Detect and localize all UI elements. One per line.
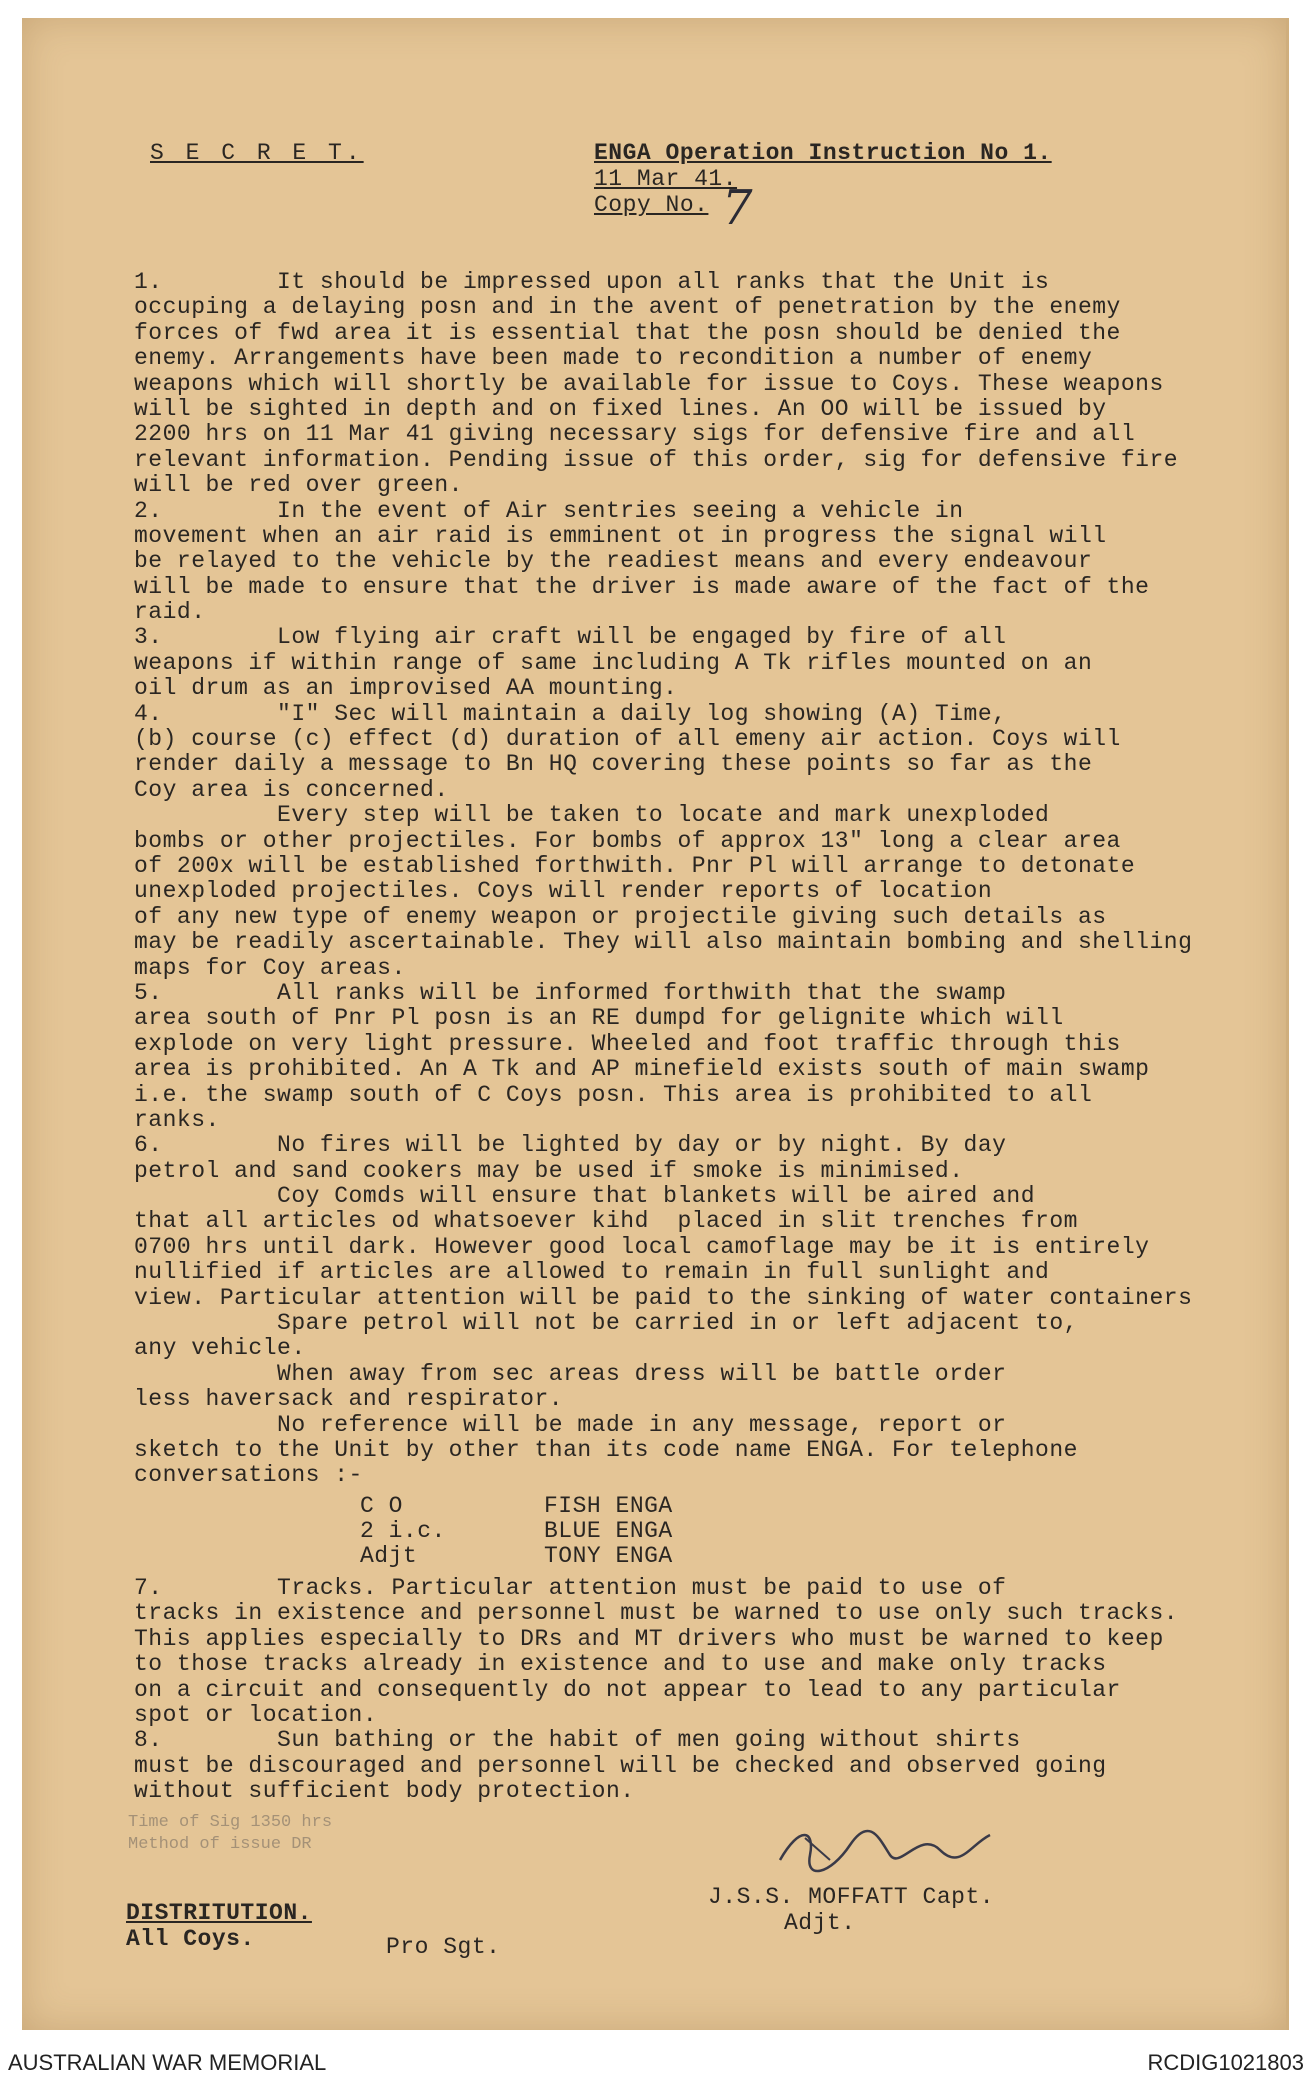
body-line: When away from sec areas dress will be battle order: [134, 1360, 1007, 1387]
code-name-row: [360, 1494, 673, 1519]
body-line: weapons which will shortly be available for issue to Coys. These weapons: [134, 370, 1164, 397]
body-line: tracks in existence and personnel must be warned to use only such tracks.: [134, 1600, 1179, 1627]
footer-record-id: RCDIG1021803: [1147, 2050, 1304, 2075]
body-line: on a circuit and consequently do not appear to lead to any particular: [134, 1676, 1121, 1703]
signatory-name: J.S.S. MOFFATT Capt.: [708, 1884, 995, 1910]
code-role: Adjt: [360, 1543, 418, 1569]
body-line: nullified if articles are allowed to remain in full sunlight and: [134, 1259, 1050, 1286]
body-line: 3. Low flying air craft will be engaged by fire of all: [134, 624, 1007, 651]
document-date: 11 Mar 41.: [594, 166, 738, 192]
distribution-heading: DISTRITUTION.: [126, 1900, 312, 1926]
body-line: forces of fwd area it is essential that the posn should be denied the: [134, 319, 1121, 346]
body-line: movement when an air raid is emminent ot in progress the signal will: [134, 522, 1107, 549]
body-line: i.e. the swamp south of C Coys posn. This area is prohibited to all: [134, 1081, 1093, 1108]
body-line: explode on very light pressure. Wheeled and foot traffic through this: [134, 1030, 1121, 1057]
archive-footer: [0, 2040, 1314, 2082]
body-line: 4. "I" Sec will maintain a daily log showing (A) Time,: [134, 700, 1007, 727]
body-line: bombs or other projectiles. For bombs of approx 13" long a clear area: [134, 827, 1121, 854]
code-name-row: [360, 1544, 673, 1569]
code-names-list: [360, 1494, 673, 1569]
body-line: Spare petrol will not be carried in or left adjacent to,: [134, 1310, 1078, 1337]
body-line: Coy area is concerned.: [134, 776, 449, 803]
body-line: raid.: [134, 599, 206, 626]
stamp-line: Time of Sig 1350 hrs: [128, 1813, 333, 1832]
body-line: relevant information. Pending issue of this order, sig for defensive fire: [134, 446, 1179, 473]
body-line: less haversack and respirator.: [134, 1386, 564, 1413]
body-line: of any new type of enemy weapon or projectile giving such details as: [134, 903, 1107, 930]
copy-label: Copy No.: [594, 192, 709, 218]
body-line: to those tracks already in existence and to use and make only tracks: [134, 1651, 1107, 1678]
body-line: of 200x will be established forthwith. Pnr Pl will arrange to detonate: [134, 852, 1136, 879]
signatory-title: Adjt.: [784, 1910, 856, 1936]
body-line: may be readily ascertainable. They will also maintain bombing and shelling: [134, 929, 1193, 956]
body-line: any vehicle.: [134, 1335, 306, 1362]
distribution-recipients: All Coys.: [126, 1926, 255, 1952]
body-line: be relayed to the vehicle by the readiest means and every endeavour: [134, 548, 1093, 575]
instruction-body-continued: [134, 1576, 1178, 1805]
code-role: C O: [360, 1493, 403, 1519]
body-line: without sufficient body protection.: [134, 1778, 635, 1805]
body-line: 5. All ranks will be informed forthwith that the swamp: [134, 979, 1007, 1006]
classification-label: S E C R E T.: [150, 140, 364, 166]
body-line: Every step will be taken to locate and mark unexploded: [134, 802, 1050, 829]
body-line: Coy Comds will ensure that blankets will be aired and: [134, 1183, 1036, 1210]
body-line: No reference will be made in any message, report or: [134, 1411, 1007, 1438]
body-line: (b) course (c) effect (d) duration of all emeny air action. Coys will: [134, 726, 1121, 753]
body-line: 0700 hrs until dark. However good local camoflage may be it is entirely: [134, 1233, 1150, 1260]
body-line: 6. No fires will be lighted by day or by night. By day: [134, 1132, 1007, 1159]
body-line: maps for Coy areas.: [134, 954, 406, 981]
body-line: must be discouraged and personnel will be checked and observed going: [134, 1752, 1107, 1779]
body-line: 1. It should be impressed upon all ranks that the Unit is: [134, 269, 1050, 295]
issue-stamp: [128, 1812, 332, 1856]
body-line: This applies especially to DRs and MT drivers who must be warned to keep: [134, 1625, 1164, 1652]
body-line: ranks.: [134, 1106, 220, 1133]
body-line: will be sighted in depth and on fixed lines. An OO will be issued by: [134, 395, 1107, 422]
code-name: FISH ENGA: [544, 1493, 673, 1519]
body-line: 8. Sun bathing or the habit of men going without shirts: [134, 1727, 1021, 1754]
body-line: 7. Tracks. Particular attention must be paid to use of: [134, 1575, 1007, 1601]
instruction-body: [134, 270, 1274, 1489]
body-line: enemy. Arrangements have been made to recondition a number of enemy: [134, 345, 1093, 372]
document-title: ENGA Operation Instruction No 1.: [594, 140, 1052, 166]
body-line: 2200 hrs on 11 Mar 41 giving necessary sigs for defensive fire and all: [134, 421, 1136, 448]
footer-institution: AUSTRALIAN WAR MEMORIAL: [8, 2050, 327, 2075]
body-line: sketch to the Unit by other than its code name ENGA. For telephone: [134, 1436, 1078, 1463]
distribution-extra: Pro Sgt.: [386, 1934, 501, 1960]
body-line: conversations :-: [134, 1462, 363, 1489]
code-name: TONY ENGA: [544, 1543, 673, 1569]
code-name: BLUE ENGA: [544, 1518, 673, 1544]
body-line: 2. In the event of Air sentries seeing a vehicle in: [134, 497, 964, 524]
body-line: occuping a delaying posn and in the avent of penetration by the enemy: [134, 294, 1121, 321]
body-line: view. Particular attention will be paid to the sinking of water containers: [134, 1284, 1193, 1311]
body-line: will be made to ensure that the driver is made aware of the fact of the: [134, 573, 1150, 600]
stamp-line: Method of issue DR: [128, 1835, 312, 1854]
copy-number: 7: [722, 180, 753, 236]
body-line: will be red over green.: [134, 472, 463, 499]
handwritten-signature: [770, 1820, 1000, 1880]
body-line: petrol and sand cookers may be used if smoke is minimised.: [134, 1157, 964, 1184]
body-line: render daily a message to Bn HQ covering these points so far as the: [134, 751, 1093, 778]
body-line: area is prohibited. An A Tk and AP minefield exists south of main swamp: [134, 1056, 1150, 1083]
body-line: weapons if within range of same including A Tk rifles mounted on an: [134, 649, 1093, 676]
body-line: spot or location.: [134, 1701, 378, 1728]
body-line: unexploded projectiles. Coys will render reports of location: [134, 878, 993, 905]
body-line: oil drum as an improvised AA mounting.: [134, 675, 678, 702]
code-role: 2 i.c.: [360, 1518, 446, 1544]
body-line: that all articles od whatsoever kihd placed in slit trenches from: [134, 1208, 1078, 1235]
code-name-row: [360, 1519, 673, 1544]
body-line: area south of Pnr Pl posn is an RE dumpd for gelignite which will: [134, 1005, 1064, 1032]
